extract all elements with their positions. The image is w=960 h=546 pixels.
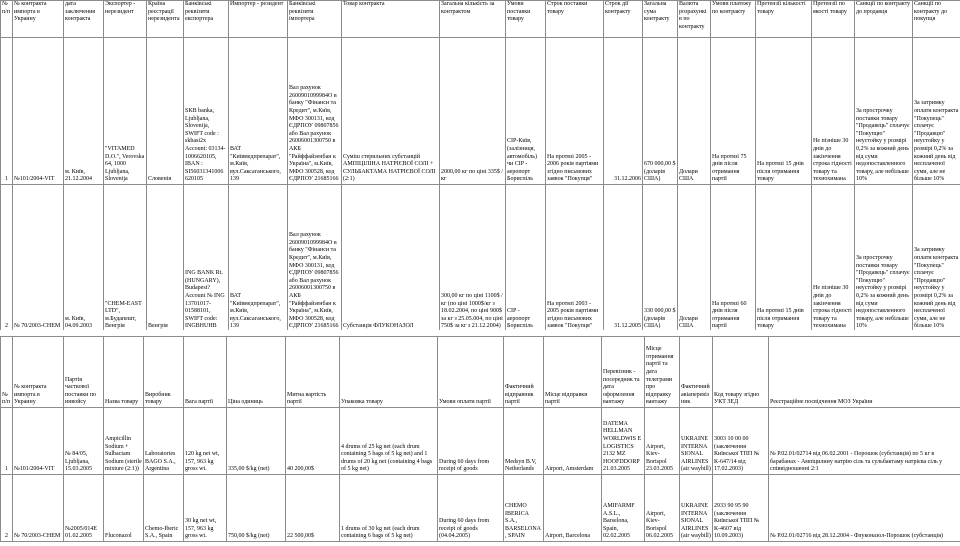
table-cell: Вал рахунок 2600901099984О в банку "Фінанси та Кредит", м.Київ, МФО 300131, код ЄДРПОУ 09807856 або Вал рахунок 26006001300750 в АКБ "Райффайзенбан к Україна", м.Київ, МФО 300528, код ЄДРПОУ 21685166 (288, 185, 342, 332)
header-cell: Код товару згідно УКТ ЗЕД (713, 337, 769, 408)
shipments-header-row (1, 337, 960, 408)
header-cell: Назва товару (104, 337, 144, 408)
header-cell: № п/п (1, 337, 13, 408)
table-cell: За прострочку поставки товару "Продавець" сплачує "Покупцю" неустойку у розмірі 0,2% за кожний день від суми недопоставленного товару, але небільше 10% (855, 185, 913, 332)
header-cell: Загальна сума контракту (643, 1, 678, 38)
table-cell: 22 500,00$ (286, 475, 340, 542)
header-cell: № контракта импорта в Украину (13, 1, 64, 38)
table-cell: Не пізніше 30 днів до закінчення строка гідності товару та технохимана (812, 185, 855, 332)
table-cell: DATEMA HELLMAN WORLDWIS E LOGISTICS 2132 MZ HOOFDDORP 21.03.2005 (602, 408, 645, 475)
header-cell: Країна реєстрації нерезидента (147, 1, 184, 38)
table-cell: AMIFARMF A.S.L., Barselona, Spain, 02.02.2005 (602, 475, 645, 542)
table-cell: UKRAINE INTERNA SIONAL AIRLINES (air waybill) (680, 408, 713, 475)
table-cell: Долари США (678, 38, 711, 185)
table-cell: 1 (1, 408, 13, 475)
table-row (1, 475, 960, 542)
table-cell: 2 (1, 185, 13, 332)
table-cell: На протязі 15 днів після отримання товару (756, 38, 812, 185)
table-cell: CIP - аеропорт Бориспіль (506, 185, 546, 332)
table-cell: 2933 90 95 90 (заключення Київської ТПП № К-4607 від 10.09.2003) (713, 475, 769, 542)
table-cell: CIP-Київ, (залізниця, автомобіль) чи CIP - аеропорт Бориспіль (506, 38, 546, 185)
table-cell: №101/2004-VIT (13, 38, 64, 185)
table-row (1, 38, 960, 185)
header-cell: Умови платежу по контракту (711, 1, 756, 38)
table-cell: На протязі 2005 - 2006 років партіями згідно письмових заявок "Покупця" (546, 38, 604, 185)
table-cell: UKRAINE INTERNA SIONAL AIRLINES (air waybill) (680, 475, 713, 542)
header-cell: Претензії кількості товару (756, 1, 812, 38)
header-cell: Строк дії контракту (604, 1, 643, 38)
table-cell: 330 000,00 $ (доларів США) (643, 185, 678, 332)
table-cell: 300,00 кг по ціні 1100$ /кг (по ціні 1000$/кг з 18.02.2004, по ціні 900$ за кг з 25.05.004, по ціні 750$ за кг з 21.12.2004) (440, 185, 506, 332)
header-cell: Умови поставки товару (506, 1, 546, 38)
header-cell: Упаковка товару (340, 337, 438, 408)
table-cell: 670 000,00 $ (доларів США) (643, 38, 678, 185)
table-cell: Medsyn B.V, Netherlands (504, 408, 544, 475)
table-cell: "VITAMED D.O.", Verovska 64, 1000 Ljubljana, Slovenija (104, 38, 147, 185)
contracts-header-row (1, 1, 960, 38)
header-cell: Митна вартість партії (286, 337, 340, 408)
table-cell: "CHEM-EAST LTD", м.Будапешт, Венгрія (104, 185, 147, 332)
header-cell: Реєстраційне посвідчення МОЗ України (769, 337, 960, 408)
table-cell: м. Київ, 21.12.2004 (64, 38, 104, 185)
header-cell: Товар контракта (342, 1, 440, 38)
table-cell: ING BANK Rt. (HUNGARY), Budapest? Account № ING 13701017-01588101, SWIFT code: INGBHUHB (184, 185, 229, 332)
table-cell: During 60 days from receipt of goods (438, 408, 504, 475)
table-cell: 120 kg net wt, 157, 963 kg gross wt. (184, 408, 227, 475)
table-cell: На протязі 75 днів після отримання партії (711, 38, 756, 185)
table-cell: Ampicillin Sodium + Sulbactam Sodium (sterile mixture (2:1)) (104, 408, 144, 475)
table-cell: №101/2004-VIT (13, 408, 64, 475)
table-cell: № Р.02.01/02714 від 06.02.2001 - Порошок (субстанція) по 5 кг в барабанах - Ампіцилину натрію сіль та сульбактаму натрієва сіль у співвідношенні 2:1 (769, 408, 960, 475)
table-cell: ВАТ "Київмедпрепарат", м.Київ, вул.Саксаганського, 139 (229, 185, 288, 332)
table-cell: 31.12.2005 (604, 185, 643, 332)
table-cell: Субстанція ФЛУКОНАЗОЛ (342, 185, 440, 332)
table-cell: Не пізніше 30 днів до закінчення строка гідності товару та технохимана (812, 38, 855, 185)
table-cell: 30 kg net wt, 157, 963 kg gross wt. (184, 475, 227, 542)
table-cell: 2 (1, 475, 13, 542)
header-cell: Строк поставки товару (546, 1, 604, 38)
table-cell: № 70/2003-CHEM (13, 185, 64, 332)
header-cell: Місце відправки партії (544, 337, 602, 408)
table-cell: Airport, Kiev-Borispol 23.03.2005 (645, 408, 680, 475)
table-cell: №2005/014E 01.02.2005 (64, 475, 104, 542)
table-cell: Суміш стерильних субстанцій АМПІЦІЛІНА НАТРІЄВОЇ СОЛІ + СУЛЬБАКТАМА НАТРІЄВОЇ СОЛІ (2:1) (342, 38, 440, 185)
header-cell: Фактичний авіаперевізник (680, 337, 713, 408)
table-cell: CHEMO IBERICA S.A., BARSELONA , SPAIN (504, 475, 544, 542)
table-cell: Airport, Barcelona (544, 475, 602, 542)
header-cell: Санкції по контракту до продавця (855, 1, 913, 38)
table-cell: № 84/05, Ljubljana, 15.03.2005 (64, 408, 104, 475)
table-cell: Chemo-Iberic S.A., Spain (144, 475, 184, 542)
table-cell: На протязі 2003 - 2005 років партіями згідно письмових заявок "Покупця" (546, 185, 604, 332)
header-cell: Экспортер - нерезидент (104, 1, 147, 38)
table-cell: За затримку оплати контракта "Покупець" сплачує "Продавцю" неустойку у розмірі 0,2% за кожний день від несплаченої суми, але не більше 10% (913, 38, 960, 185)
header-cell: Вага партії (184, 337, 227, 408)
table-cell: Fluconazol (104, 475, 144, 542)
table-cell: Airport, Amsterdam (544, 408, 602, 475)
header-cell: Банківські реквізити експортера (184, 1, 229, 38)
table-cell: № 70/2003-CHEM (13, 475, 64, 542)
header-cell: Фактичний відправник партії (504, 337, 544, 408)
table-cell: 4 drums of 25 kg net (each drum containing 5 bags of 5 kg net) and 1 drums of 20 kg net (containing 4 bags of 5 kg net) (340, 408, 438, 475)
header-cell: Претензії по якості товару (812, 1, 855, 38)
header-cell: Валюта розрахунків по контракту (678, 1, 711, 38)
table-cell: 750,00 $/kg (net) (227, 475, 286, 542)
table-cell: На протязі 15 днів після отримання товару (756, 185, 812, 332)
table-cell: Долари США (678, 185, 711, 332)
header-cell: дата заключения контракта (64, 1, 104, 38)
table-cell: SKB banka, Ljubljana, Slovenija, SWIFT code : skbasi2x Account: 03134-1006620105, IBAN : SI56031341006 620105 (184, 38, 229, 185)
shipments-table (0, 336, 960, 542)
table-cell: 1 (1, 38, 13, 185)
header-cell: Загальна кількість за контрактом (440, 1, 506, 38)
table-cell: ВАТ "Київмедпрепарат", м.Київ, вул.Саксаганського, 139 (229, 38, 288, 185)
table-cell: м. Київ, 04.09.2003 (64, 185, 104, 332)
header-cell: Перевізник - посередник та дата оформлення вантажу (602, 337, 645, 408)
table-cell: Венгрія (147, 185, 184, 332)
table-row (1, 185, 960, 332)
table-cell: Laboratories BAGO S.A., Argentina (144, 408, 184, 475)
table-cell: За прострочку поставки товару "Продавець" сплачує "Покупцю" неустойку у розмірі 0,2% за кожний день від суми недопоставленного товару, але небільше 10% (855, 38, 913, 185)
table-cell: № Р.02.01/02716 від 28.12.2004 - Флуконазол-Порошок (субстанція) (769, 475, 960, 542)
table-cell: Airport, Kiev-Borispol 06.02.2005 (645, 475, 680, 542)
header-cell: Виробник товару (144, 337, 184, 408)
table-cell: 2000,00 кг по ціні 335$ /кг (440, 38, 506, 185)
table-cell: Вал рахунок 2600901099984О в банку "Фінанси та Кредит", м.Київ, МФО 300131, код ЄДРПОУ 09807856 або Вал рахунок 26006001300750 в АКБ "Райффайзенбан к Україна", м.Київ, МФО 300528, код ЄДРПОУ 21685166 (288, 38, 342, 185)
header-cell: Умови оплати партії (438, 337, 504, 408)
table-cell: During 60 days from receipt of goods (04.04.2005) (438, 475, 504, 542)
header-cell: Ціна одиниць (227, 337, 286, 408)
header-cell: № контракта импорта в Украину (13, 337, 64, 408)
header-cell: Санкції по контракту до покупця (913, 1, 960, 38)
table-cell: 335,00 $/kg (net) (227, 408, 286, 475)
table-cell: Словенія (147, 38, 184, 185)
header-cell: № п/п (1, 1, 13, 38)
table-cell: 1 drums of 30 kg net (each drum containing 6 bags of 5 kg net) (340, 475, 438, 542)
table-row (1, 408, 960, 475)
table-cell: 31.12.2006 (604, 38, 643, 185)
header-cell: Импортер - резидент (229, 1, 288, 38)
table-cell: На протязі 60 днів після отримання партії (711, 185, 756, 332)
header-cell: Партія часткової поставки по инвойсу (64, 337, 104, 408)
table-cell: 40 200,00$ (286, 408, 340, 475)
table-cell: 3003 10 00 00 (заключення Київської ТПП № К-647/14 від 17.02.2003) (713, 408, 769, 475)
table-cell: За затримку оплати контракта "Покупець" сплачує "Продавцю" неустойку у розмірі 0,2% за кожний день від несплаченої суми, але не більше 10% (913, 185, 960, 332)
header-cell: Місце отримання партії та дата телеграми про відправку вантажу (645, 337, 680, 408)
header-cell: Банківські реквізити імпортера (288, 1, 342, 38)
